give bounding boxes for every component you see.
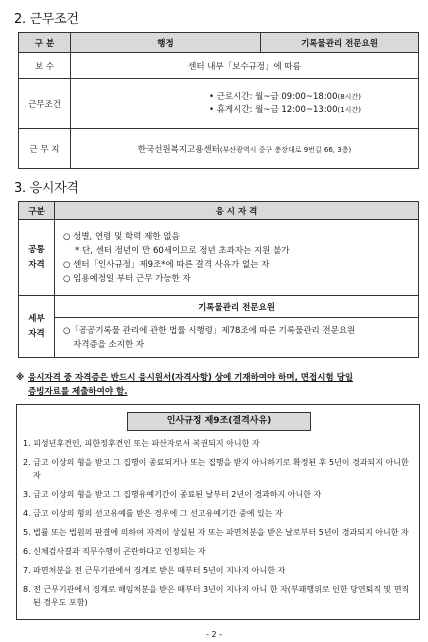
rules-box-title: 인사규정 제9조(결격사유)	[127, 412, 311, 431]
hours-value	[71, 79, 419, 129]
common-qual-item: ○ 센터「인사규정」제9조*에 따른 결격 사유가 없는 자	[63, 259, 270, 270]
common-qual-list	[55, 220, 419, 296]
common-qual-label: 공통 자격	[19, 220, 55, 296]
common-qual-item: ○ 성별, 연령 및 학력 제한 없음	[63, 231, 180, 242]
detail-qual-text: ○「공공기록물 관리에 관한 법률 시행령」제78조에 따른 기록물관리 전문요원 자격증을 소지한 자	[55, 318, 419, 358]
row-label-location: 근 무 지	[19, 129, 71, 169]
section-title-work-conditions: 2. 근무조건	[14, 12, 79, 27]
detail-qual-label: 세부 자격	[19, 296, 55, 358]
rule-item: 8. 전 근무기관에서 징계로 해임처분을 받은 때부터 3년이 지나지 아니 한 자(부패행위로 인한 당연퇴직 및 면직된 경우도 포함)	[23, 585, 410, 607]
qualifications-table	[18, 201, 419, 358]
rule-item: 2. 금고 이상의 형을 받고 그 집행이 종료되거나 또는 집행을 받지 아니하기로 확정된 후 5년이 경과되지 아니한 자	[23, 458, 409, 480]
common-qual-subnote: * 단, 센터 정년이 만 60세이므로 정년 초과자는 지원 불가	[75, 245, 290, 256]
table-header-records-specialist: 기록물관리 전문요원	[261, 33, 419, 53]
disqualification-rules-box	[16, 404, 420, 620]
page-number: - 2 -	[206, 630, 222, 639]
section-title-qualifications: 3. 응시자격	[14, 181, 79, 196]
rule-item: 1. 피성년후견인, 피한정후견인 또는 파산자로서 복권되지 아니한 자	[23, 439, 260, 448]
table-header-category: 구 분	[19, 33, 71, 53]
rules-list	[23, 437, 415, 615]
common-qual-item: ○ 임용예정일 부터 근무 가능한 자	[63, 273, 191, 284]
row-label-pay: 보 수	[19, 53, 71, 79]
qual-header-requirements: 응 시 자 격	[55, 202, 419, 220]
pay-value: 센터 내부「보수규정」에 따름	[71, 53, 419, 79]
row-label-hours: 근무조건	[19, 79, 71, 129]
rule-item: 4. 금고 이상의 형의 선고유예를 받은 경우에 그 선고유예기간 중에 있는 자	[23, 509, 283, 518]
rule-item: 7. 파면처분을 전 근무기관에서 징계로 받은 때부터 5년이 지나지 아니한 자	[23, 566, 286, 575]
rule-item: 5. 법률 또는 법원의 판결에 의하여 자격이 상실된 자 또는 파면처분을 받은 날로부터 5년이 경과되지 아니한 자	[23, 528, 409, 537]
table-header-admin: 행정	[71, 33, 261, 53]
qualification-note: ※ 응시자격 중 자격증은 반드시 응시원서(자격사항) 상에 기재하여야 하며, 면접시험 당일 증빙자료를 제출하여야 함.	[16, 373, 354, 397]
qual-header-category: 구분	[19, 202, 55, 220]
location-value: 한국선원복지고용센터(부산광역시 중구 충장대로 9번길 66, 3층)	[71, 129, 419, 169]
detail-qual-subheader: 기록물관리 전문요원	[55, 296, 419, 318]
rest-hours-line: • 휴게시간: 월~금 12:00~13:00(1시간)	[209, 104, 361, 115]
rule-item: 6. 신체검사결과 직무수행이 곤란하다고 인정되는 자	[23, 547, 206, 556]
rule-item: 3. 금고 이상의 형을 받고 그 집행유예기간이 종료된 날부터 2년이 경과하지 아니한 자	[23, 490, 322, 499]
work-hours-line: • 근로시간: 월~금 09:00~18:00(8시간)	[209, 91, 361, 102]
work-conditions-table	[18, 32, 419, 169]
